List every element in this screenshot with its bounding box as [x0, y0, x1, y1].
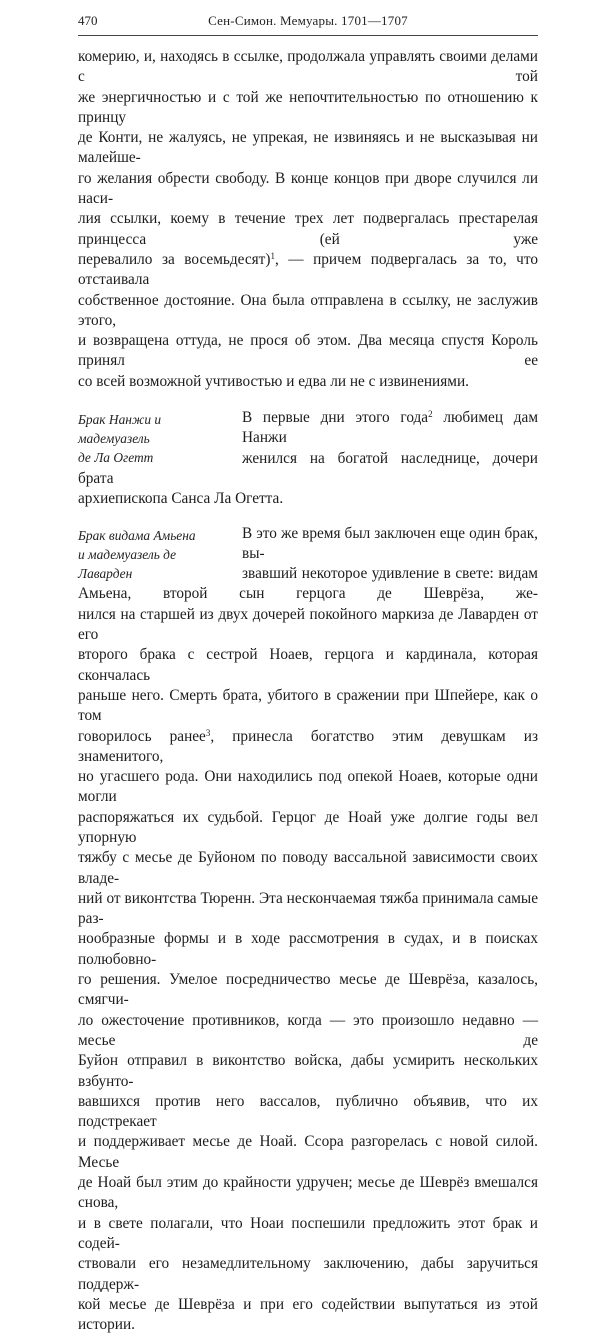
text-line: ло ожесточение противников, когда — это произошло недавно — месье де: [78, 1011, 538, 1049]
text-line: го желания обрести свободу. В конце концов при дворе случился ли наси-: [78, 169, 538, 208]
text-fragment: , — причем подвергалась за то, что отстаивала: [78, 250, 539, 289]
text-line: собственное достояние. Она была отправлена в ссылку, не заслужив этого,: [78, 291, 538, 329]
text-line: ствовали его незамедлительному заключению, дабы заручиться поддерж-: [78, 1255, 538, 1293]
text-line: Амьена, второй сын герцога де Шеврёза, же-: [78, 585, 538, 603]
text-line: и поддерживает месье де Ноай. Ссора разгорелась с новой силой. Месье: [78, 1133, 538, 1171]
margin-heading: [78, 410, 228, 467]
text-fragment: любимец дам Нанжи: [242, 409, 539, 447]
section-text: [78, 524, 538, 1335]
margin-heading-line: де Ла Огетт: [78, 450, 154, 466]
footnote-ref: 3: [205, 727, 211, 738]
text-line: нообразные формы и в ходе рассмотрения в судах, и в поисках полюбовно-: [78, 930, 538, 968]
text-line: нился на старшей из двух дочерей покойного маркиза де Лаварден от его: [78, 605, 538, 644]
text-line: архиепископа Санса Ла Огетта.: [78, 490, 284, 508]
text-line: [78, 727, 538, 768]
text-line: со всей возможной учтивостью и едва ли не с извинениями.: [78, 372, 469, 390]
footnote-ref: 2: [428, 409, 433, 420]
intro-paragraph: [78, 47, 538, 392]
text-line: [78, 250, 538, 291]
text-line: комерию, и, находясь в ссылке, продолжала управлять своими делами с той: [78, 48, 538, 86]
text-line: кой месье де Шеврёза и при его содействии выпутаться из этой истории.: [78, 1295, 538, 1334]
footnote-ref: 1: [270, 250, 275, 261]
text-line: тяжбу с месье де Буйоном по поводу вассальной зависимости своих владе-: [78, 849, 538, 887]
text-line: В это же время был заключен еще один брак, вы-: [242, 524, 538, 562]
margin-heading: [78, 526, 228, 583]
header-divider: [78, 35, 538, 36]
text-line: де Конти, не жалуясь, не упрекая, не извиняясь и не высказывая ни малейше-: [78, 129, 538, 167]
text-line: вавшихся против него вассалов, публично объявив, что их подстрекает: [78, 1092, 538, 1131]
section-amiens-marriage: [78, 524, 538, 1335]
margin-heading-line: Брак видама Амьена: [78, 527, 196, 543]
page-body: [78, 47, 538, 1335]
text-line: звавший некоторое удивление в свете: видам: [242, 565, 538, 583]
text-fragment: перевалило за восемьдесят): [78, 250, 271, 268]
text-line: второго брака с сестрой Ноаев, герцога и кардинала, которая скончалась: [78, 646, 538, 684]
text-line: распоряжаться их судьбой. Герцог де Ноай уже долгие годы вел упорную: [78, 808, 538, 846]
section-nangis-marriage: [78, 408, 538, 509]
page-number: 470: [78, 13, 98, 28]
text-line: раньше него. Смерть брата, убитого в сражении при Шпейере, как о том: [78, 686, 538, 725]
text-line: же энергичностью и с той же непочтительностью по отношению к принцу: [78, 88, 538, 126]
text-fragment: , принесла богатство этим девушкам из знаменитого,: [78, 727, 538, 765]
text-line: женился на богатой наследнице, дочери брата: [78, 449, 538, 487]
text-line: ний от виконтства Тюренн. Эта нескончаемая тяжба принимала самые раз-: [78, 889, 538, 928]
text-line: и возвращена оттуда, не прося об этом. Два месяца спустя Король принял ее: [78, 332, 538, 370]
text-line: лия ссылки, коему в течение трех лет подвергалась престарелая принцесса (ей уже: [78, 210, 538, 248]
text-line: и в свете полагали, что Ноаи поспешили предложить этот брак и содей-: [78, 1214, 538, 1252]
text-line: Буйон отправил в виконтство войска, дабы усмирить нескольких взбунто-: [78, 1052, 538, 1090]
text-line: де Ноай был этим до крайности удручен; месье де Шеврёз вмешался снова,: [78, 1174, 538, 1212]
text-fragment: В первые дни этого года: [242, 409, 429, 427]
margin-heading-line: и мадемуазель де Лаварден: [78, 546, 177, 581]
text-line: го решения. Умелое посредничество месье де Шеврёза, казалось, смягчи-: [78, 971, 538, 1009]
margin-heading-line: Брак Нанжи и мадемуазель: [78, 412, 162, 447]
text-line: но угасшего рода. Они находились под опекой Ноаев, которые одни могли: [78, 768, 538, 806]
text-fragment: говорилось ранее: [78, 727, 206, 745]
running-title: Сен-Симон. Мемуары. 1701—1707: [208, 13, 408, 28]
